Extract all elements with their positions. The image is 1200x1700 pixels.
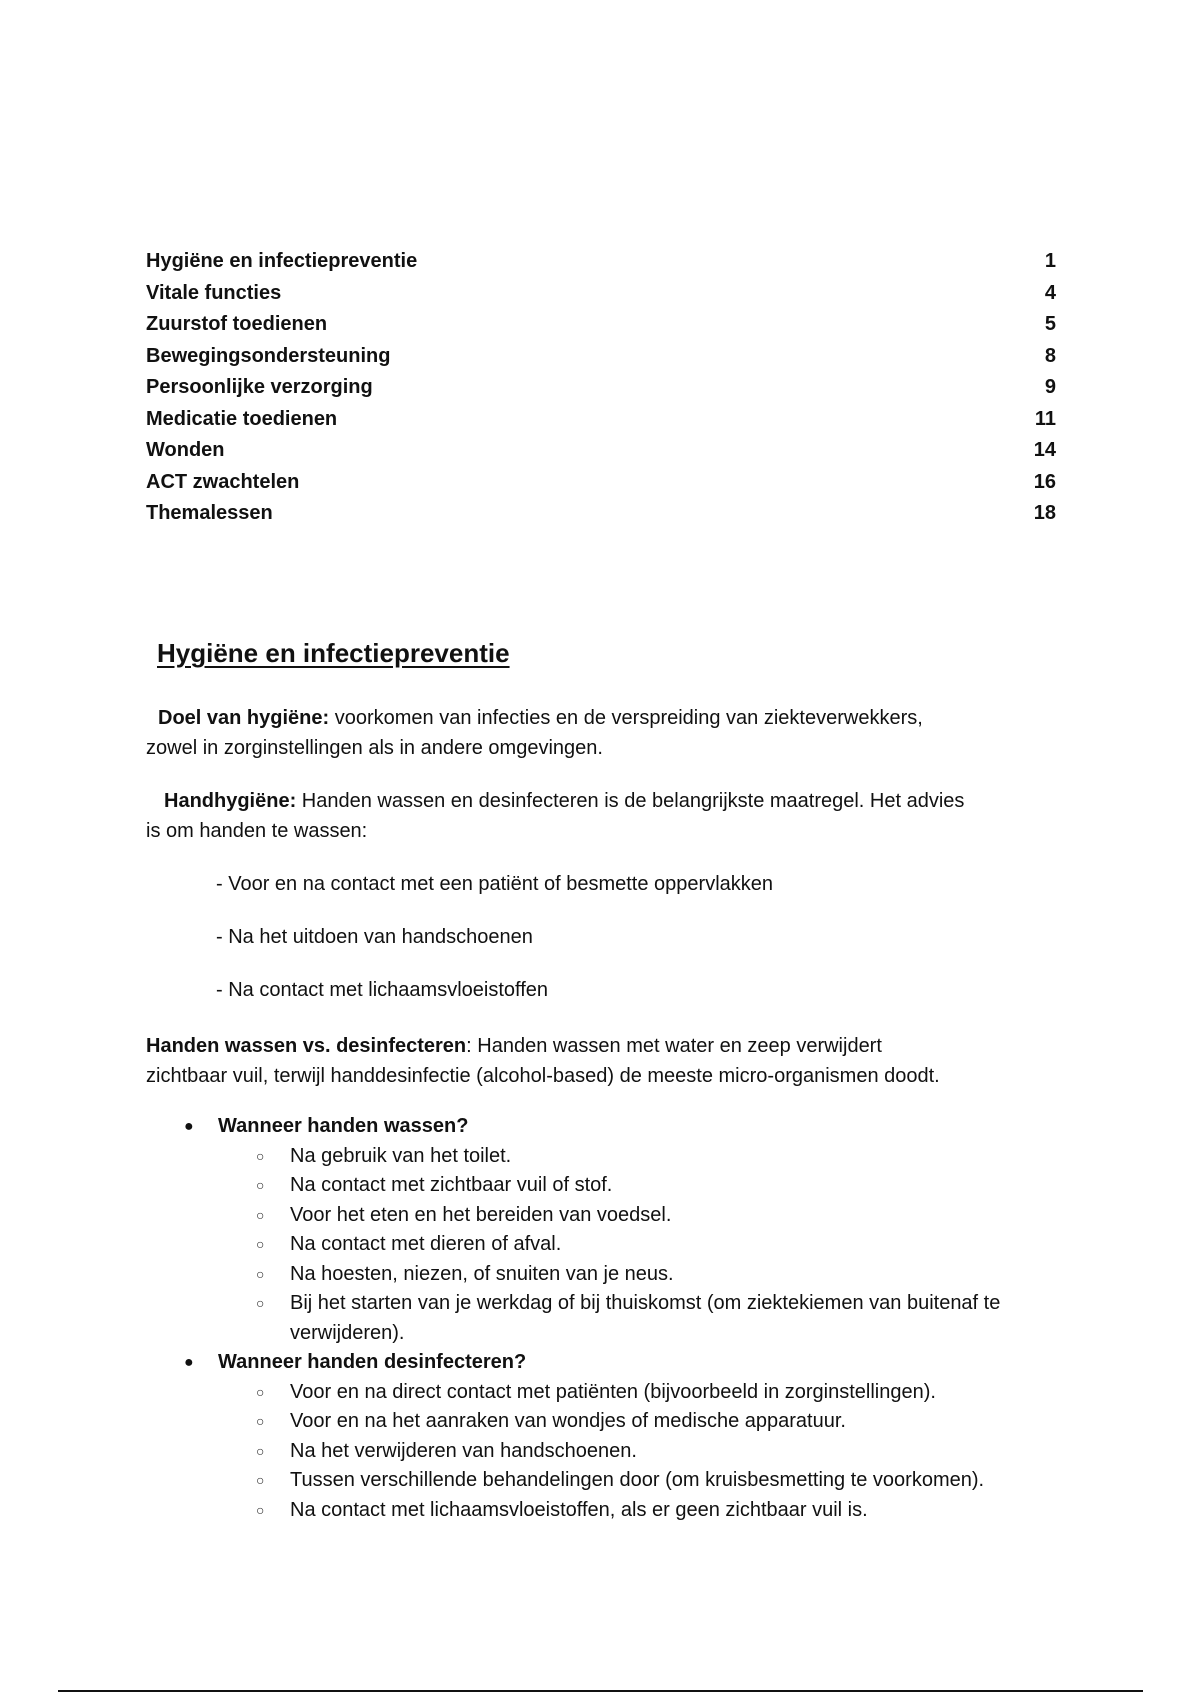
toc-entry-page: 9 <box>1044 376 1056 398</box>
circle-bullet-icon: ○ <box>256 1147 265 1164</box>
sub-list-item <box>218 1230 1076 1260</box>
sub-list-item <box>218 1378 1076 1408</box>
circle-bullet-icon: ○ <box>256 1236 265 1252</box>
circle-bullet-icon: ○ <box>256 1472 265 1488</box>
table-of-contents <box>146 246 1056 530</box>
sub-item-text: Na contact met dieren of afval. <box>290 1233 562 1255</box>
bullet-dot-icon: ● <box>184 1354 194 1371</box>
toc-entry-title: Bewegingsondersteuning <box>146 344 391 367</box>
toc-entry[interactable] <box>146 341 1056 373</box>
toc-entry[interactable] <box>146 498 1056 530</box>
toc-entry[interactable] <box>146 372 1056 404</box>
circle-bullet-icon: ○ <box>256 1413 265 1429</box>
sub-item-text: Voor en na direct contact met patiënten (bijvoorbeeld in zorginstellingen). <box>290 1380 936 1403</box>
sub-item-text: Na contact met lichaamsvloeistoffen, als er geen zichtbaar vuil is. <box>290 1498 868 1521</box>
handhygiene-text-line1: Handen wassen en desinfecteren is de belangrijkste maatregel. Het advies <box>296 790 965 812</box>
toc-entry-page: 1 <box>1044 250 1056 272</box>
toc-entry[interactable] <box>146 309 1056 341</box>
sub-item-text: Voor het eten en het bereiden van voedsel. <box>290 1203 672 1226</box>
handhygiene-label: Handhygiëne: <box>164 790 297 812</box>
sub-item-text: Na gebruik van het toilet. <box>290 1144 512 1167</box>
sub-list-item <box>218 1289 1076 1348</box>
list-item: - Voor en na contact met een patiënt of besmette oppervlakken <box>216 873 774 895</box>
toc-entry-page: 14 <box>1033 439 1056 461</box>
toc-entry-title: Vitale functies <box>146 281 282 304</box>
bullet-heading: Wanneer handen wassen? <box>218 1115 469 1137</box>
toc-entry[interactable] <box>146 278 1056 310</box>
toc-entry-page: 5 <box>1044 313 1056 335</box>
sub-list-item <box>218 1142 1076 1172</box>
sub-item-text: Voor en na het aanraken van wondjes of medische apparatuur. <box>290 1410 846 1432</box>
toc-entry-page: 18 <box>1033 502 1056 524</box>
circle-bullet-icon: ○ <box>256 1501 265 1518</box>
sub-list-item <box>218 1407 1076 1437</box>
toc-entry[interactable] <box>146 435 1056 467</box>
toc-entry[interactable] <box>146 246 1056 278</box>
when-bullet-list <box>146 1112 1076 1525</box>
sub-list-item <box>218 1466 1076 1496</box>
circle-bullet-icon: ○ <box>256 1265 265 1282</box>
toc-entry-page: 16 <box>1033 470 1056 493</box>
handwash-dash-list <box>216 869 773 1028</box>
sub-list <box>218 1142 1076 1349</box>
sub-list-item <box>218 1496 1076 1526</box>
handhygiene-text-line2: is om handen te wassen: <box>146 820 368 842</box>
toc-entry-title: Zuurstof toedienen <box>146 313 328 335</box>
vs-label: Handen wassen vs. desinfecteren <box>146 1035 467 1057</box>
toc-entry-title: Persoonlijke verzorging <box>146 376 373 398</box>
doel-label: Doel van hygiëne: <box>158 707 330 729</box>
sub-item-text: Bij het starten van je werkdag of bij thuiskomst (om ziektekiemen van buitenaf te verwijderen). <box>290 1292 1001 1344</box>
list-item: - Na het uitdoen van handschoenen <box>216 926 533 948</box>
sub-item-text: Na het verwijderen van handschoenen. <box>290 1439 637 1462</box>
sub-item-text: Tussen verschillende behandelingen door (om kruisbesmetting te voorkomen). <box>290 1469 985 1491</box>
toc-entry-title: Themalessen <box>146 502 273 524</box>
bullet-dot-icon: ● <box>184 1118 194 1135</box>
list-item: - Na contact met lichaamsvloeistoffen <box>216 979 549 1001</box>
circle-bullet-icon: ○ <box>256 1295 265 1311</box>
sub-list-item <box>218 1260 1076 1290</box>
paragraph-handhygiene <box>146 786 1066 846</box>
toc-entry[interactable] <box>146 404 1056 436</box>
circle-bullet-icon: ○ <box>256 1177 265 1193</box>
sub-list-item <box>218 1171 1076 1201</box>
section-heading: Hygiëne en infectiepreventie <box>157 638 510 668</box>
doel-text-line1: voorkomen van infecties en de verspreiding van ziekteverwekkers, <box>329 707 923 729</box>
toc-entry-page: 8 <box>1044 344 1056 367</box>
sub-list <box>218 1378 1076 1526</box>
sub-list-item <box>218 1201 1076 1231</box>
circle-bullet-icon: ○ <box>256 1206 265 1223</box>
bullet-heading: Wanneer handen desinfecteren? <box>218 1351 527 1373</box>
sub-item-text: Na hoesten, niezen, of snuiten van je neus. <box>290 1262 674 1285</box>
paragraph-doel <box>146 703 1066 763</box>
toc-entry-title: Wonden <box>146 439 225 461</box>
toc-entry-title: Hygiëne en infectiepreventie <box>146 250 418 272</box>
bullet-item <box>146 1112 1076 1348</box>
paragraph-vs <box>146 1031 1066 1091</box>
doel-text-line2: zowel in zorginstellingen als in andere omgevingen. <box>146 737 603 759</box>
toc-entry-page: 11 <box>1034 407 1056 430</box>
page-bottom-divider <box>58 1690 1143 1692</box>
circle-bullet-icon: ○ <box>256 1442 265 1459</box>
toc-entry[interactable] <box>146 467 1056 499</box>
sub-list-item <box>218 1437 1076 1467</box>
vs-text-line1: : Handen wassen met water en zeep verwijdert <box>466 1035 882 1057</box>
toc-entry-title: Medicatie toedienen <box>146 407 338 430</box>
toc-entry-page: 4 <box>1044 281 1056 304</box>
vs-text-line2: zichtbaar vuil, terwijl handdesinfectie (alcohol-based) de meeste micro-organismen doodt. <box>146 1065 940 1087</box>
bullet-item <box>146 1348 1076 1525</box>
toc-entry-title: ACT zwachtelen <box>146 470 300 493</box>
circle-bullet-icon: ○ <box>256 1383 265 1400</box>
sub-item-text: Na contact met zichtbaar vuil of stof. <box>290 1174 613 1196</box>
